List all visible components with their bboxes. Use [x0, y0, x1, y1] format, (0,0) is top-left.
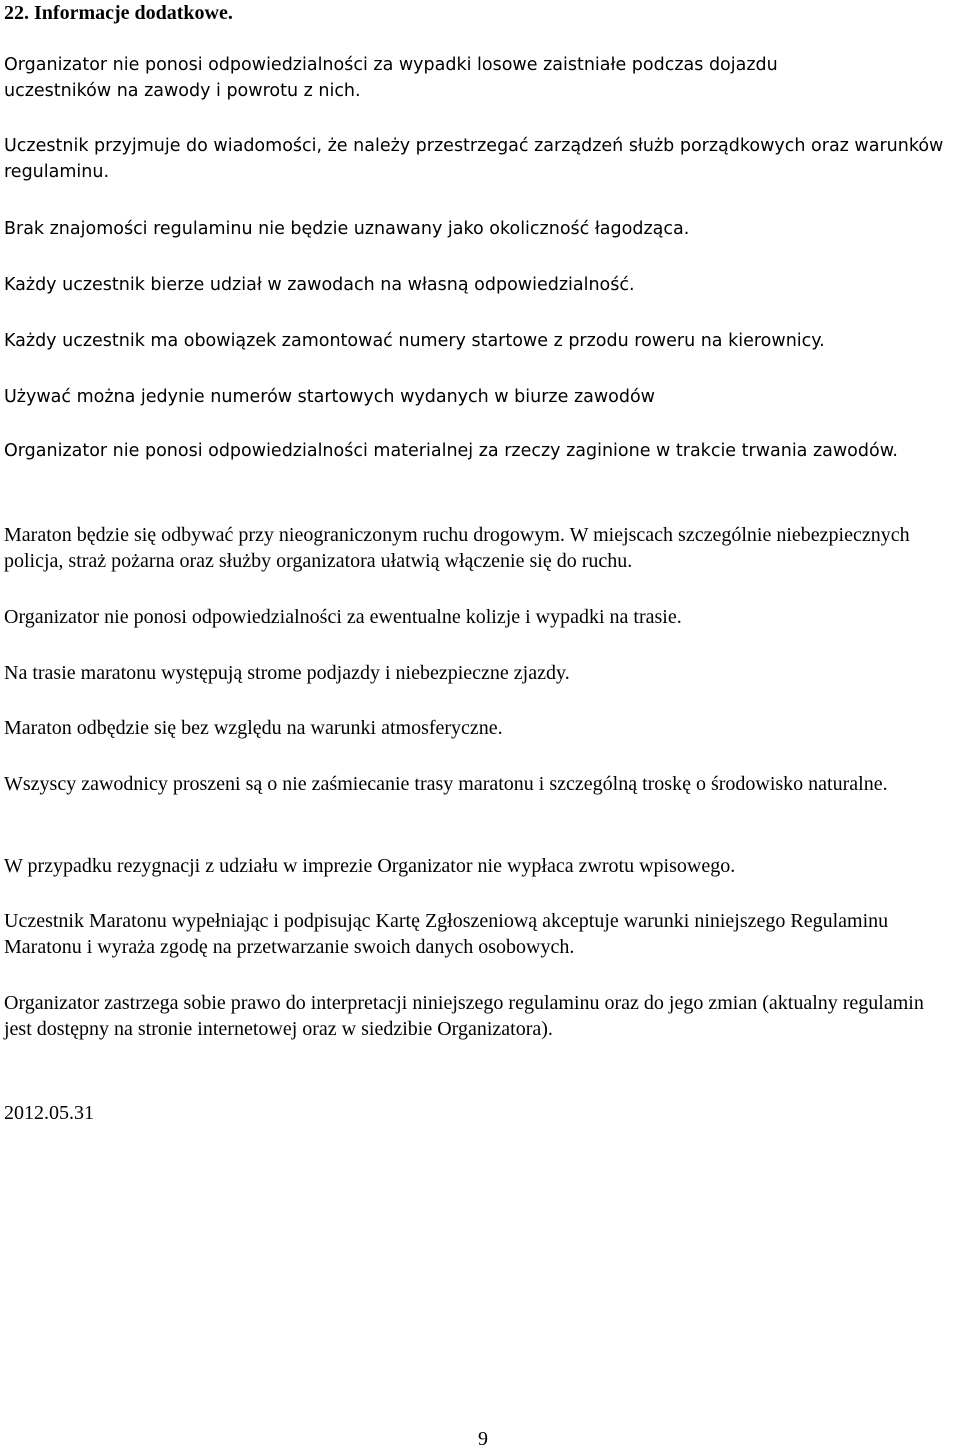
- paragraph-regulation-ignorance: Brak znajomości regulaminu nie będzie uznawany jako okoliczność łagodząca.: [4, 219, 690, 239]
- paragraph-start-numbers-mounting: Każdy uczestnik ma obowiązek zamontować numery startowe z przodu roweru na kierownicy.: [4, 331, 825, 351]
- paragraph-weather: Maraton odbędzie się bez względu na warunki atmosferyczne.: [4, 717, 503, 739]
- paragraph-collisions: Organizator nie ponosi odpowiedzialności za ewentualne kolizje i wypadki na trasie.: [4, 606, 682, 628]
- paragraph-orders-compliance: Uczestnik przyjmuje do wiadomości, że należy przestrzegać zarządzeń służb porządkowych oraz warunków regulaminu.: [4, 136, 944, 182]
- paragraph-registration-consent: Uczestnik Maratonu wypełniając i podpisując Kartę Zgłoszeniową akceptuje warunki niniejszego Regulaminu Maratonu i wyraża zgodę na przetwarzanie swoich danych osobowych.: [4, 910, 889, 958]
- page-number: 9: [478, 1428, 488, 1450]
- document-date: 2012.05.31: [4, 1102, 94, 1124]
- paragraph-own-responsibility: Każdy uczestnik bierze udział w zawodach na własną odpowiedzialność.: [4, 275, 635, 295]
- paragraph-start-numbers-office: Używać można jedynie numerów startowych wydanych w biurze zawodów: [4, 387, 655, 407]
- paragraph-route-conditions: Na trasie maratonu występują strome podjazdy i niebezpieczne zjazdy.: [4, 662, 570, 684]
- paragraph-interpretation-rights: Organizator zastrzega sobie prawo do interpretacji niniejszego regulaminu oraz do jego zmian (aktualny regulamin jest dostępny na stronie internetowej oraz w siedzibie Organizatora).: [4, 992, 924, 1040]
- paragraph-refund: W przypadku rezygnacji z udziału w imprezie Organizator nie wypłaca zwrotu wpisowego.: [4, 855, 736, 877]
- paragraph-lost-items: Organizator nie ponosi odpowiedzialności materialnej za rzeczy zaginione w trakcie trwania zawodów.: [4, 441, 898, 461]
- paragraph-travel-liability: Organizator nie ponosi odpowiedzialności za wypadki losowe zaistniałe podczas dojazdu uczestników na zawody i powrotu z nich.: [4, 55, 778, 101]
- section-heading: 22. Informacje dodatkowe.: [4, 2, 233, 24]
- paragraph-environment: Wszyscy zawodnicy proszeni są o nie zaśmiecanie trasy maratonu i szczególną troskę o środowisko naturalne.: [4, 773, 888, 795]
- paragraph-open-traffic: Maraton będzie się odbywać przy nieograniczonym ruchu drogowym. W miejscach szczególnie niebezpiecznych policja, straż pożarna oraz służby organizatora ułatwią włączenie się do ruchu.: [4, 524, 910, 572]
